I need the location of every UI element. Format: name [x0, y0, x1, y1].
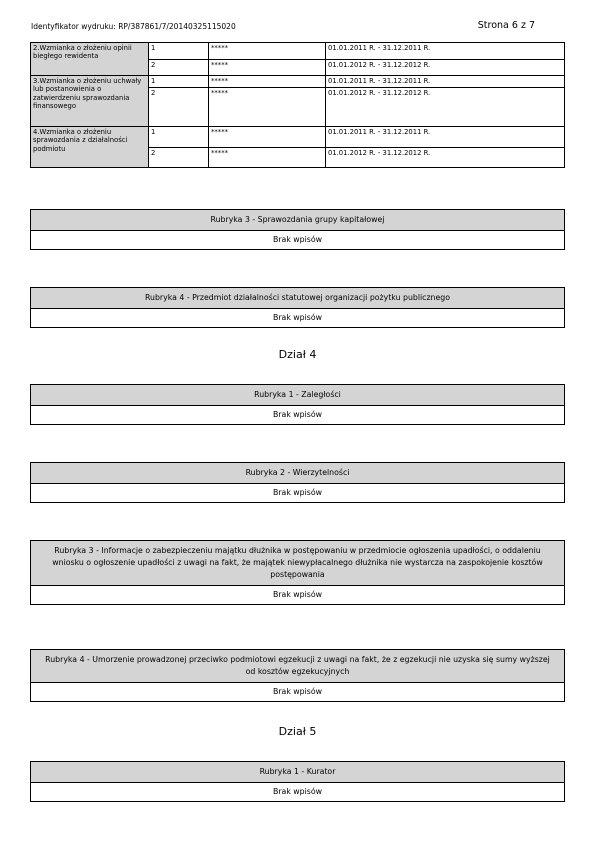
- entry-number: 2: [149, 147, 209, 168]
- table-row: [31, 43, 565, 60]
- entry-value: *****: [209, 76, 326, 88]
- entry-number: 1: [149, 127, 209, 148]
- section-title: Rubryka 2 - Wierzytelności: [31, 463, 564, 484]
- section-title: Rubryka 1 - Zaległości: [31, 385, 564, 406]
- division-heading: Dział 5: [278, 725, 317, 738]
- section-title: Rubryka 1 - Kurator: [31, 762, 564, 783]
- entry-value: *****: [209, 127, 326, 148]
- entries-table: [30, 42, 565, 168]
- table-row: [31, 76, 565, 88]
- entry-period: 01.01.2012 R. - 31.12.2012 R.: [326, 147, 565, 168]
- section-rubryka-4-statutory-activity: [30, 287, 565, 328]
- entry-label: 4.Wzmianka o złożeniu sprawozdania z działalności podmiotu: [31, 127, 149, 168]
- section-body: Brak wpisów: [31, 484, 564, 502]
- section-rubryka-4-enforcement-discontinuation: [30, 649, 565, 702]
- entry-label: 3.Wzmianka o złożeniu uchwały lub postanowienia o zatwierdzeniu sprawozdania finansowego: [31, 76, 149, 127]
- section-title: Rubryka 3 - Sprawozdania grupy kapitałowej: [31, 210, 564, 231]
- section-rubryka-2-receivables: [30, 462, 565, 503]
- print-identifier: Identyfikator wydruku: RP/387861/7/20140325115020: [31, 22, 236, 31]
- entry-number: 2: [149, 88, 209, 127]
- entry-number: 1: [149, 43, 209, 60]
- section-body: Brak wpisów: [31, 783, 564, 801]
- page-number: Strona 6 z 7: [477, 20, 535, 31]
- section-rubryka-3-group-reports: [30, 209, 565, 250]
- section-body: Brak wpisów: [31, 683, 564, 701]
- division-heading: Dział 4: [278, 348, 317, 361]
- section-body: Brak wpisów: [31, 309, 564, 327]
- entry-period: 01.01.2012 R. - 31.12.2012 R.: [326, 59, 565, 76]
- entry-period: 01.01.2011 R. - 31.12.2011 R.: [326, 127, 565, 148]
- section-title: Rubryka 4 - Umorzenie prowadzonej przeciwko podmiotowi egzekucji z uwagi na fakt, że z egzekucji nie uzyska się sumy wyższej od kosztów egzekucyjnych: [31, 650, 564, 683]
- section-body: Brak wpisów: [31, 406, 564, 424]
- entry-number: 2: [149, 59, 209, 76]
- section-title: Rubryka 4 - Przedmiot działalności statutowej organizacji pożytku publicznego: [31, 288, 564, 309]
- section-body: Brak wpisów: [31, 231, 564, 249]
- entry-label: 2.Wzmianka o złożeniu opinii biegłego rewidenta: [31, 43, 149, 76]
- entry-value: *****: [209, 147, 326, 168]
- entry-period: 01.01.2011 R. - 31.12.2011 R.: [326, 76, 565, 88]
- entry-value: *****: [209, 43, 326, 60]
- table-row: [31, 127, 565, 148]
- entry-value: *****: [209, 88, 326, 127]
- entry-number: 1: [149, 76, 209, 88]
- entry-period: 01.01.2012 R. - 31.12.2012 R.: [326, 88, 565, 127]
- section-rubryka-1-arrears: [30, 384, 565, 425]
- entry-value: *****: [209, 59, 326, 76]
- section-rubryka-3-insolvency-security: [30, 540, 565, 605]
- section-title: Rubryka 3 - Informacje o zabezpieczeniu majątku dłużnika w postępowaniu w przedmiocie ogłoszenia upadłości, o oddaleniu wniosku o ogłoszenie upadłości z uwagi na fakt, że majątek niewypłacalnego dłużnika nie wystarcza na zaspokojenie kosztów postępowania: [31, 541, 564, 586]
- section-body: Brak wpisów: [31, 586, 564, 604]
- entry-period: 01.01.2011 R. - 31.12.2011 R.: [326, 43, 565, 60]
- section-rubryka-1-curator: [30, 761, 565, 802]
